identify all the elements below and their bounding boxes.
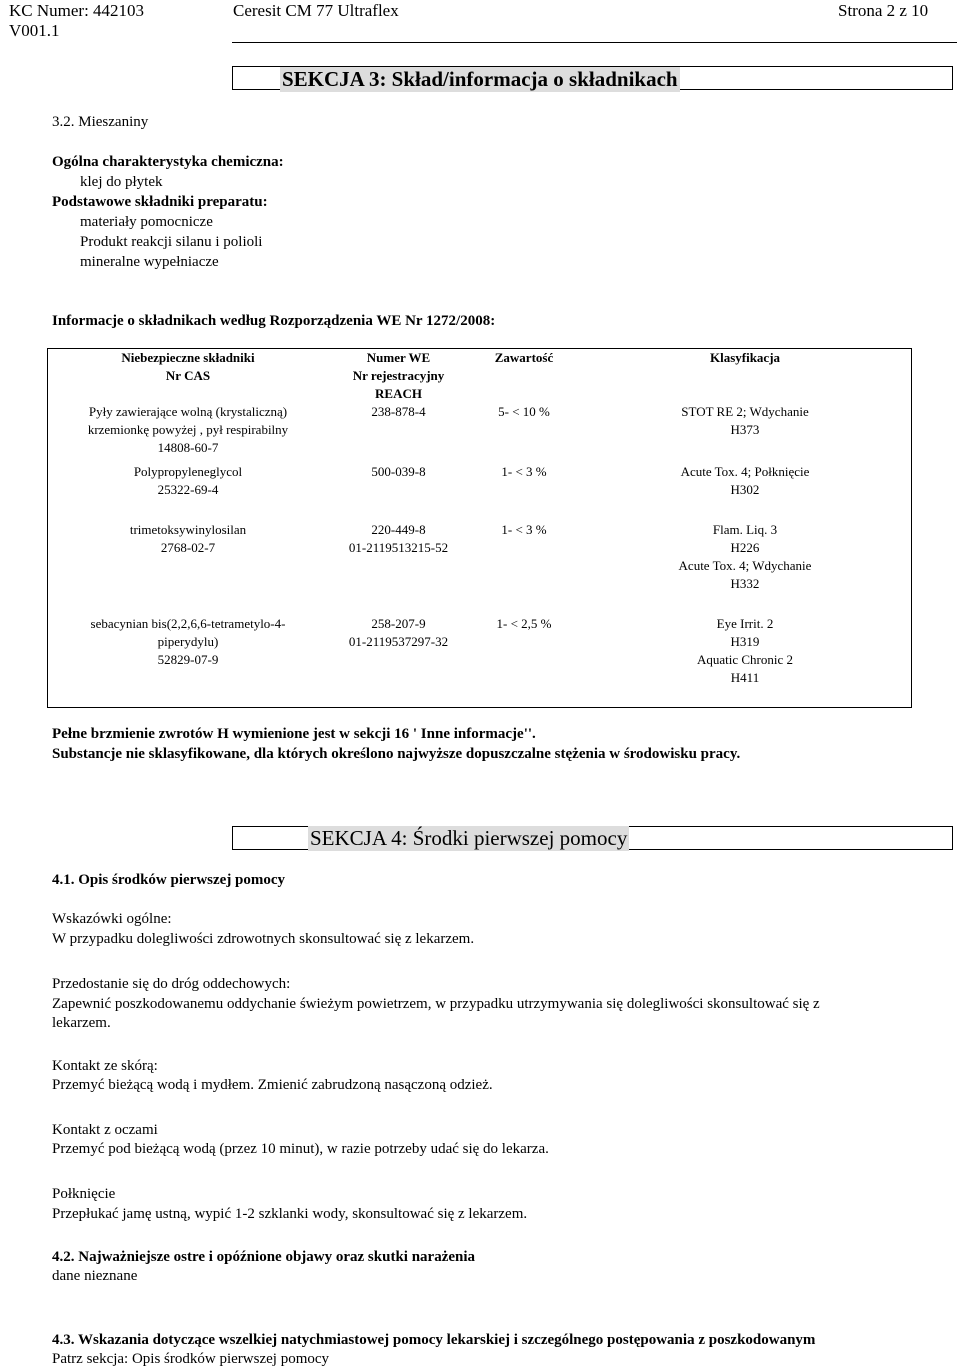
unclassified-note: Substancje nie sklasyfikowane, dla których określono najwyższe dopuszczalne stężenia w środowisku pracy. (52, 746, 741, 762)
table-row (48, 615, 912, 707)
cell-text: 1- < 3 % (501, 464, 547, 479)
skin-text: Przemyć bieżącą wodą i mydłem. Zmienić zabrudzoną nasączoną odzież. (52, 1077, 493, 1093)
cell-text: Flam. Liq. 3 (712, 522, 778, 537)
cell-text: H302 (730, 482, 760, 497)
component-classification (579, 521, 912, 615)
table-row (48, 463, 912, 521)
basic-component: materiały pomocnicze (80, 214, 213, 230)
component-classification (579, 403, 912, 463)
component-name (48, 615, 329, 707)
sub-title-4-2: 4.2. Najważniejsze ostre i opóźnione objawy oraz skutki narażenia (52, 1249, 476, 1265)
cell-text: 01-2119513215-52 (348, 540, 449, 555)
version: V001.1 (9, 21, 60, 40)
cell-text: trimetoksywinylosilan (129, 522, 247, 537)
eye-label: Kontakt z oczami (52, 1122, 158, 1138)
table-row (48, 521, 912, 615)
basic-component: Produkt reakcji silanu i polioli (80, 234, 263, 250)
header-text: Nr rejestracyjny (352, 368, 445, 383)
eye-text: Przemyć pod bieżącą wodą (przez 10 minut), w razie potrzeby udać się do lekarza. (52, 1141, 549, 1157)
component-content (469, 615, 579, 707)
chem-char-value: klej do płytek (80, 174, 163, 190)
chem-char-label: Ogólna charakterystyka chemiczna: (52, 154, 284, 170)
cell-text: 01-2119537297-32 (348, 634, 449, 649)
cell-text: H373 (730, 422, 760, 437)
swallow-label: Połknięcie (52, 1186, 116, 1202)
cell-text: 1- < 2,5 % (496, 616, 552, 631)
inhalation-label: Przedostanie się do dróg oddechowych: (52, 976, 291, 992)
cell-text: Polypropyleneglycol (133, 464, 243, 479)
regulation-heading: Informacje o składnikach według Rozporządzenia WE Nr 1272/2008: (52, 313, 496, 329)
component-name (48, 403, 329, 463)
sub-43-text: Patrz sekcja: Opis środków pierwszej pomocy (52, 1351, 330, 1367)
cell-text: 1- < 3 % (501, 522, 547, 537)
section3-title: SEKCJA 3: Skład/informacja o składnikach (282, 67, 678, 91)
sub-title-4-3: 4.3. Wskazania dotyczące wszelkiej natychmiastowej pomocy lekarskiej i szczególnego postępowania z poszkodowanym (52, 1332, 816, 1348)
component-ec (328, 521, 469, 615)
component-classification (579, 615, 912, 707)
sub-title-3-2: 3.2. Mieszaniny (52, 114, 149, 130)
header-classification (579, 349, 912, 404)
cell-text: Pyły zawierające wolną (krystaliczną) (88, 404, 288, 419)
components-table (47, 348, 912, 708)
component-ec (328, 463, 469, 521)
cell-text: 2768-02-7 (160, 540, 216, 555)
cell-text: 220-449-8 (371, 522, 426, 537)
inhalation-text: Zapewnić poszkodowanemu oddychanie świeżym powietrzem, w przypadku utrzymywania się dolegliwości skonsultować się z (52, 996, 820, 1012)
cell-text: 500-039-8 (371, 464, 426, 479)
cell-text: 25322-69-4 (157, 482, 219, 497)
header-text: Zawartość (494, 350, 554, 365)
cell-text: H411 (730, 670, 760, 685)
cell-text: 5- < 10 % (498, 404, 550, 419)
cell-text: STOT RE 2; Wdychanie (681, 404, 809, 419)
cell-text: 14808-60-7 (157, 440, 219, 455)
header-text: Nr CAS (165, 368, 211, 383)
general-label: Wskazówki ogólne: (52, 911, 172, 927)
swallow-text: Przepłukać jamę ustną, wypić 1-2 szklanki wody, skonsultować się z lekarzem. (52, 1206, 528, 1222)
cell-text: Aquatic Chronic 2 (696, 652, 794, 667)
basic-component: mineralne wypełniacze (80, 254, 219, 270)
cell-text: 238-878-4 (371, 404, 426, 419)
basic-components-label: Podstawowe składniki preparatu: (52, 194, 268, 210)
component-ec (328, 403, 469, 463)
kc-number: KC Numer: 442103 (9, 1, 145, 20)
product-name: Ceresit CM 77 Ultraflex (233, 1, 399, 20)
component-ec (328, 615, 469, 707)
page-number: Strona 2 z 10 (838, 1, 929, 20)
cell-text: 52829-07-9 (157, 652, 219, 667)
component-content (469, 521, 579, 615)
cell-text: sebacynian bis(2,2,6,6-tetrametylo-4- (90, 616, 286, 631)
header-divider (232, 42, 957, 43)
skin-label: Kontakt ze skórą: (52, 1058, 158, 1074)
sub-title-4-1: 4.1. Opis środków pierwszej pomocy (52, 872, 286, 888)
composition-block (52, 152, 284, 272)
header-ec-number (328, 349, 469, 404)
cell-text: H319 (730, 634, 760, 649)
header-text: Numer WE (366, 350, 431, 365)
header-components (48, 349, 329, 404)
general-text: W przypadku dolegliwości zdrowotnych skonsultować się z lekarzem. (52, 931, 475, 947)
header-text: Klasyfikacja (709, 350, 781, 365)
component-name (48, 463, 329, 521)
header-text: Niebezpieczne składniki (121, 350, 255, 365)
sub-42-text: dane nieznane (52, 1268, 138, 1284)
section4-title: SEKCJA 4: Środki pierwszej pomocy (310, 826, 628, 850)
inhalation-text: lekarzem. (52, 1015, 111, 1031)
cell-text: Acute Tox. 4; Połknięcie (680, 464, 810, 479)
component-content (469, 463, 579, 521)
cell-text: H332 (730, 576, 760, 591)
table-row (48, 403, 912, 463)
cell-text: 258-207-9 (371, 616, 426, 631)
component-name (48, 521, 329, 615)
cell-text: Eye Irrit. 2 (716, 616, 774, 631)
cell-text: Acute Tox. 4; Wdychanie (678, 558, 812, 573)
component-classification (579, 463, 912, 521)
cell-text: piperydylu) (157, 634, 219, 649)
cell-text: H226 (730, 540, 760, 555)
cell-text: krzemionkę powyżej , pył respirabilny (87, 422, 289, 437)
component-content (469, 403, 579, 463)
table-header-row (48, 349, 912, 404)
h-phrases-note: Pełne brzmienie zwrotów H wymienione jest w sekcji 16 ' Inne informacje''. (52, 726, 536, 742)
header-text: REACH (375, 386, 422, 401)
header-content (469, 349, 579, 404)
